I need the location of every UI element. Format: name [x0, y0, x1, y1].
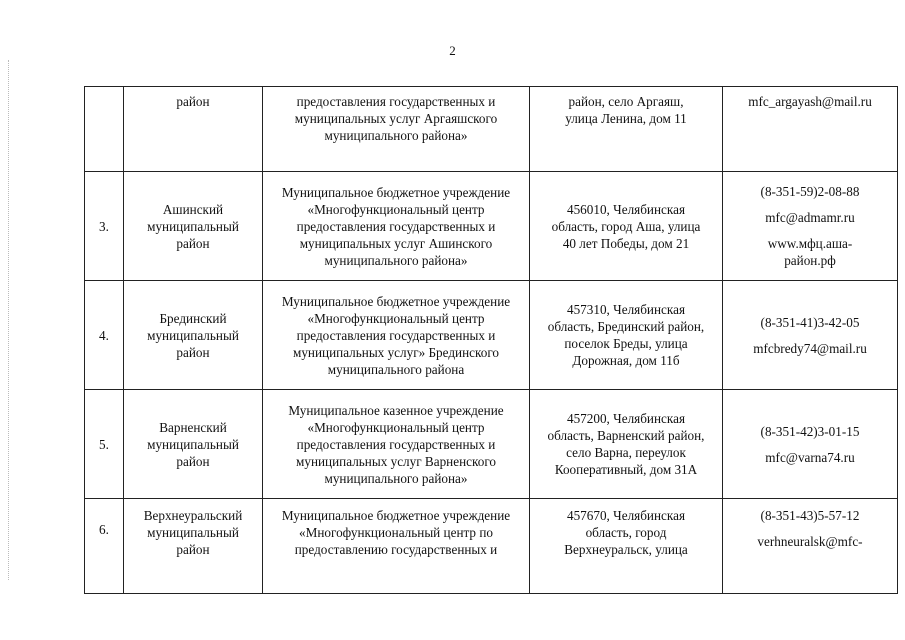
address-line: область, Варненский район, — [547, 428, 705, 443]
contact-line: (8-351-41)3-42-05 — [760, 314, 860, 330]
address-line: поселок Бреды, улица — [564, 336, 688, 351]
address-line: Дорожная, дом 11б — [572, 353, 680, 368]
contact-line: mfc@varna74.ru — [765, 449, 855, 465]
organization-line: «Многофункциональный центр — [307, 201, 485, 217]
address-cell — [530, 87, 723, 172]
table-body — [85, 87, 898, 594]
address-cell — [530, 281, 723, 390]
organization-line: предоставления государственных и — [296, 436, 496, 452]
organization-cell — [263, 172, 530, 281]
organization-line: предоставления государственных и — [296, 94, 496, 109]
district-line: район — [176, 235, 210, 251]
table-row — [85, 390, 898, 499]
mfc-table — [84, 86, 898, 594]
organization-line: «Многофункциональный центр — [307, 310, 485, 326]
organization-line: муниципальных услуг Варненского — [296, 453, 496, 469]
address-cell — [530, 390, 723, 499]
line-gap — [726, 440, 894, 449]
line-gap — [726, 331, 894, 340]
contact-line: (8-351-59)2-08-88 — [760, 184, 860, 199]
organization-line: предоставления государственных и — [296, 327, 496, 343]
table-row — [85, 281, 898, 390]
district-line: Варненский — [159, 419, 227, 435]
contacts-cell — [723, 390, 898, 499]
address-line: Верхнеуральск, улица — [564, 542, 688, 557]
organization-cell — [263, 499, 530, 594]
address-line: 457670, Челябинская — [566, 508, 686, 523]
district-line: муниципальный — [147, 327, 239, 343]
organization-line: «Многофункциональный центр по — [299, 525, 493, 540]
district-line: район — [176, 542, 210, 557]
organization-cell — [263, 87, 530, 172]
table-row — [85, 87, 898, 172]
contact-line: mfc@admamr.ru — [765, 210, 855, 225]
contacts-cell — [723, 499, 898, 594]
organization-line: муниципальных услуг Аргаяшского — [294, 111, 498, 126]
organization-line: предоставления государственных и — [296, 218, 496, 234]
address-line: область, Брединский район, — [547, 319, 705, 334]
address-line: село Варна, переулок — [566, 445, 686, 460]
district-line: муниципальный — [147, 436, 239, 452]
district-line: район — [176, 453, 210, 469]
organization-line: Муниципальное бюджетное учреждение — [281, 293, 511, 309]
contact-line: (8-351-42)3-01-15 — [760, 423, 860, 439]
row-number — [85, 87, 124, 172]
district-line: район — [176, 344, 210, 360]
organization-line: Муниципальное казенное учреждение — [288, 402, 504, 418]
contact-line: mfcbredy74@mail.ru — [753, 340, 867, 356]
scan-edge-mark — [8, 60, 9, 580]
organization-cell — [263, 281, 530, 390]
address-cell — [530, 499, 723, 594]
table-row — [85, 499, 898, 594]
organization-line: муниципального района» — [324, 470, 468, 486]
organization-line: предоставлению государственных и — [294, 542, 498, 557]
address-line: 457310, Челябинская — [566, 302, 686, 317]
address-cell — [530, 172, 723, 281]
organization-line: муниципальных услуг Ашинского — [299, 235, 493, 251]
district-cell — [124, 281, 263, 390]
organization-line: Муниципальное бюджетное учреждение — [281, 184, 511, 200]
address-line: 457200, Челябинская — [566, 411, 686, 426]
organization-line: муниципального района» — [324, 252, 468, 268]
address-line: 40 лет Победы, дом 21 — [562, 235, 690, 251]
district-line: Верхнеуральский — [143, 508, 243, 523]
line-gap — [726, 524, 894, 533]
organization-line: муниципального района» — [324, 128, 468, 143]
district-cell — [124, 390, 263, 499]
organization-cell — [263, 390, 530, 499]
district-line: Брединский — [159, 310, 227, 326]
address-line: область, город Аша, улица — [551, 218, 701, 234]
contacts-cell — [723, 172, 898, 281]
address-line: район, село Аргаяш, — [568, 94, 684, 109]
district-line: муниципальный — [147, 525, 239, 540]
contacts-cell — [723, 87, 898, 172]
district-line: район — [176, 94, 210, 109]
contact-line: mfc_argayash@mail.ru — [748, 94, 872, 109]
address-line: область, город — [585, 525, 667, 540]
contact-line: www.мфц.аша- — [767, 236, 853, 251]
organization-line: «Многофункциональный центр — [307, 419, 485, 435]
district-line: Ашинский — [162, 201, 224, 217]
district-cell — [124, 172, 263, 281]
contact-line: район.рф — [784, 253, 836, 268]
address-line: 456010, Челябинская — [566, 201, 686, 217]
contacts-cell — [723, 281, 898, 390]
row-number: 6. — [85, 499, 124, 594]
line-gap — [726, 226, 894, 235]
page-number: 2 — [449, 43, 456, 58]
row-number: 5. — [85, 390, 124, 499]
organization-line: муниципального района — [327, 361, 465, 377]
table-row — [85, 172, 898, 281]
row-number: 4. — [85, 281, 124, 390]
district-line: муниципальный — [147, 218, 239, 234]
district-cell — [124, 87, 263, 172]
address-line: Кооперативный, дом 31А — [554, 462, 698, 477]
contact-line: (8-351-43)5-57-12 — [760, 508, 860, 523]
organization-line: Муниципальное бюджетное учреждение — [281, 508, 511, 523]
row-number: 3. — [85, 172, 124, 281]
contact-line: verhneuralsk@mfc- — [757, 534, 863, 549]
address-line: улица Ленина, дом 11 — [565, 111, 687, 126]
organization-line: муниципальных услуг» Брединского — [292, 344, 500, 360]
district-cell — [124, 499, 263, 594]
line-gap — [726, 200, 894, 209]
